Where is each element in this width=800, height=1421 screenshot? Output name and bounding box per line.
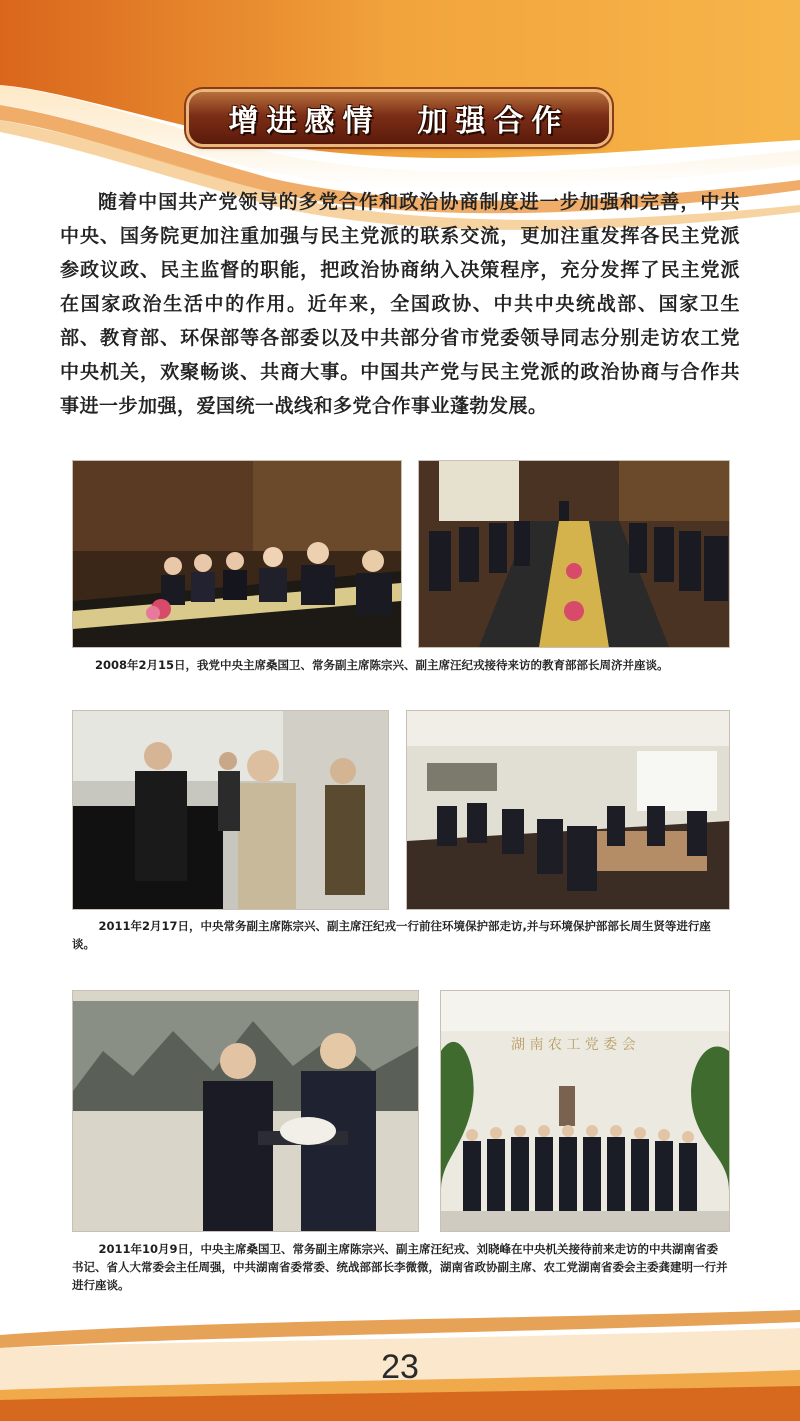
caption-row3: 2011年10月9日，中央主席桑国卫、常务副主席陈宗兴、副主席汪纪戎、刘晓峰在中央机关接待前来走访的中共湖南省委书记、省人大常委会主任周强，中共湖南省委常委、统战部部长李微微，湖南省政协副主席、农工党湖南省委会主委龚建明一行并进行座谈。 [72, 1242, 728, 1292]
caption-row1: 2008年2月15日，我党中央主席桑国卫、常务副主席陈宗兴、副主席汪纪戎接待来访的教育部部长周济并座谈。 [95, 658, 669, 672]
title-plate [189, 92, 609, 144]
photo-meeting-education-ministry-2 [418, 460, 730, 648]
caption-row2: 2011年2月17日，中央常务副主席陈宗兴、副主席汪纪戎一行前往环境保护部走访,并与环境保护部部长周生贤等进行座谈。 [72, 919, 711, 951]
photo-meeting-education-ministry-1 [72, 460, 402, 648]
svg-text:湖 南 农 工 党 委 会: 湖 南 农 工 党 委 会 [511, 1037, 636, 1053]
photo-meeting-environment-ministry [406, 710, 730, 910]
page-number: 23 [381, 1348, 419, 1386]
photo-gift-exchange-hunan [72, 990, 419, 1232]
photo-group-hunan-delegation [440, 990, 730, 1232]
page-title: 增进感情 加强合作 [228, 104, 570, 139]
intro-paragraph: 随着中国共产党领导的多党合作和政治协商制度进一步加强和完善，中共中央、国务院更加注重加强与民主党派的联系交流，更加注重发挥各民主党派参政议政、民主监督的职能，把政治协商纳入决策程序，充分发挥了民主党派在国家政治生活中的作用。近年来，全国政协、中共中央统战部、国家卫生部、教育部、环保部等各部委以及中共部分省市党委领导同志分别走访农工党中央机关，欢聚畅谈、共商大事。中国共产党与民主党派的政治协商与合作共事进一步加强，爱国统一战线和多党合作事业蓬勃发展。 [60, 191, 740, 417]
photo-handshake-environment-ministry [72, 710, 389, 910]
